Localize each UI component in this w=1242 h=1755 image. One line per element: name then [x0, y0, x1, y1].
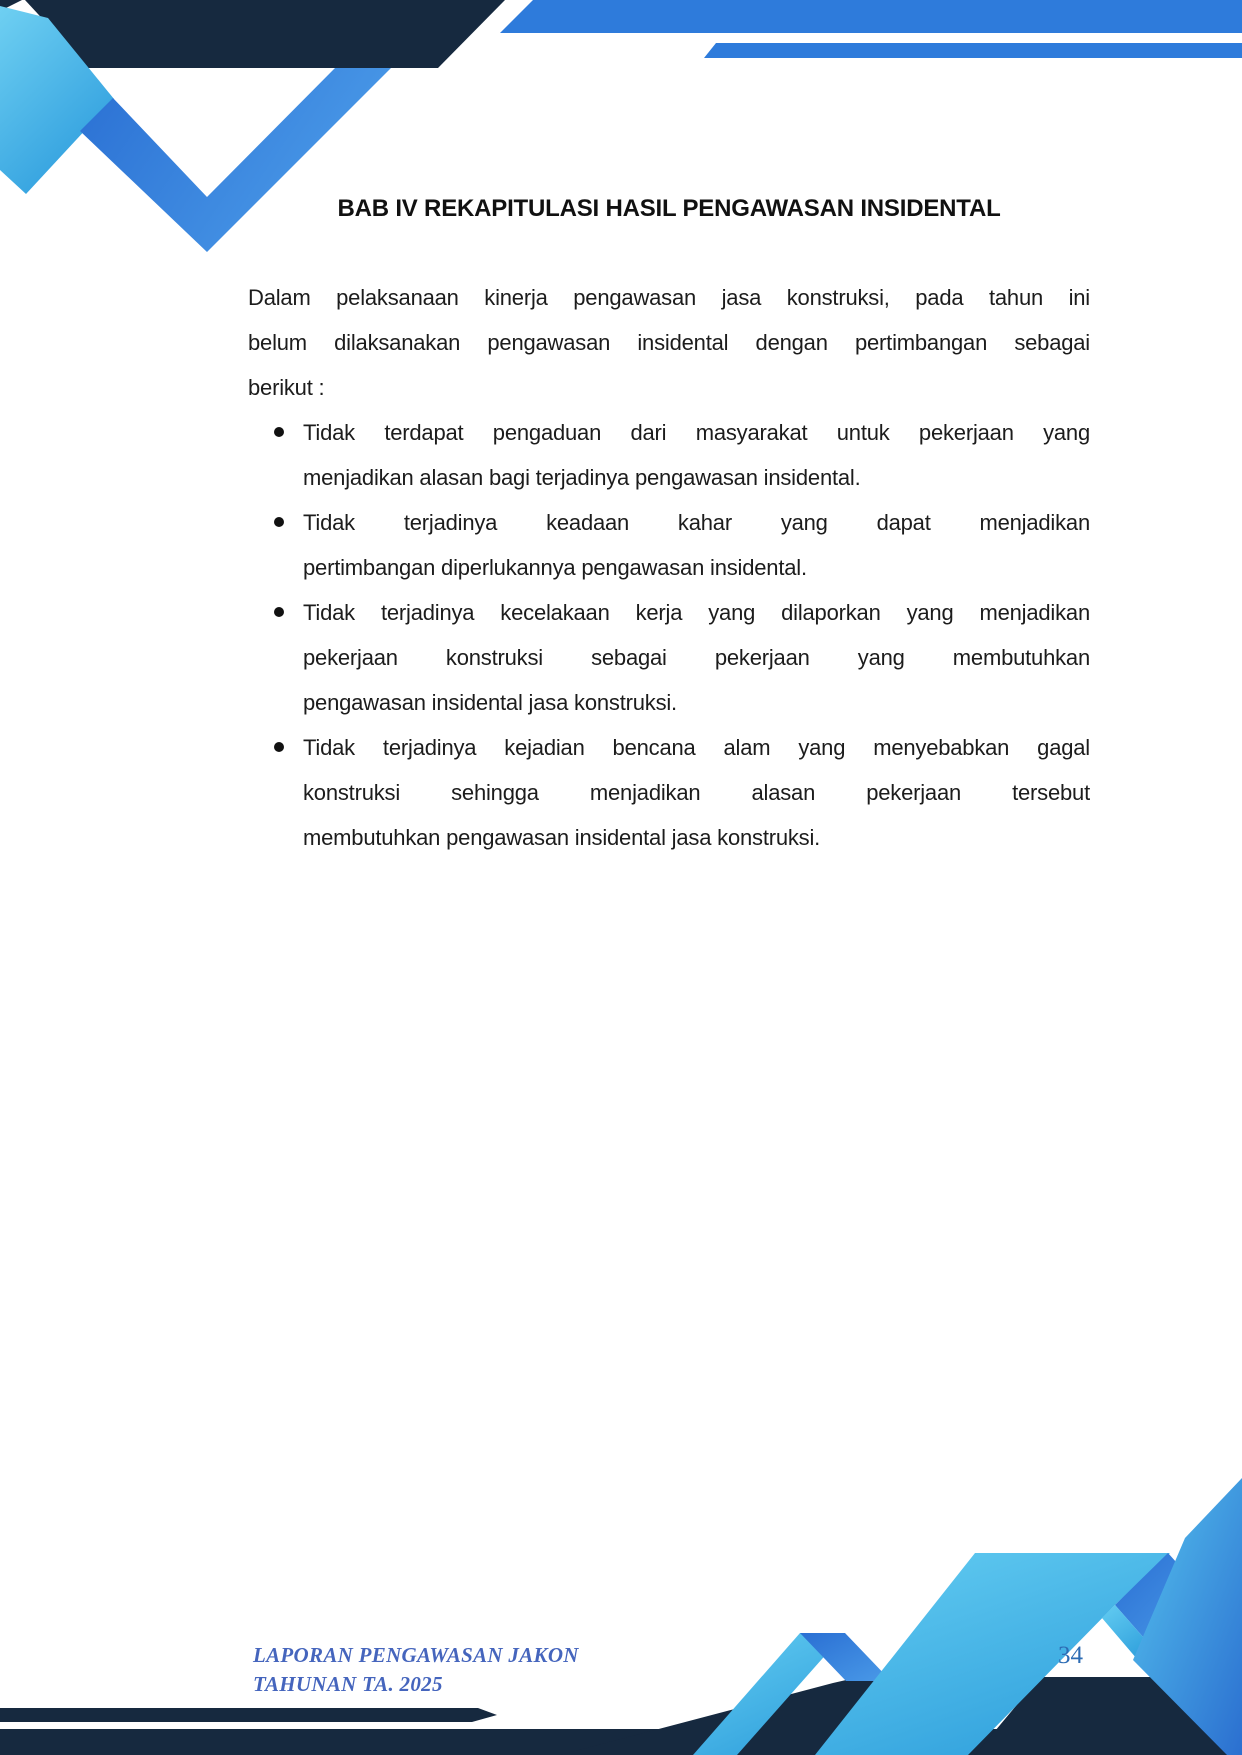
bullet-line: Tidak terjadinya keadaan kahar yang dapat menjadikan: [303, 510, 1090, 535]
paragraph-line: belum dilaksanakan pengawasan insidental dengan pertimbangan sebagai: [248, 330, 1090, 355]
page-title: BAB IV REKAPITULASI HASIL PENGAWASAN INSIDENTAL: [337, 195, 1001, 222]
bullet-line: konstruksi sehingga menjadikan alasan pekerjaan tersebut: [303, 780, 1090, 805]
bullet-item: [248, 725, 1090, 860]
footer-report-title: [253, 1641, 579, 1699]
bullet-line: Tidak terdapat pengaduan dari masyarakat untuk pekerjaan yang: [303, 420, 1090, 445]
bullet-dot-icon: [274, 517, 284, 527]
bullet-text: [303, 725, 1090, 860]
body-paragraph: [248, 275, 1090, 410]
bullet-dot-icon: [274, 607, 284, 617]
bullet-text: [303, 590, 1090, 725]
bullet-line: Tidak terjadinya kecelakaan kerja yang dilaporkan yang menjadikan: [303, 600, 1090, 625]
footer-report-line2: TAHUNAN TA. 2025: [253, 1672, 443, 1696]
page-number: 34: [1058, 1642, 1083, 1669]
bottom-ribbon-decoration: [0, 1455, 1242, 1755]
bullet-line: menjadikan alasan bagi terjadinya pengawasan insidental.: [303, 465, 861, 490]
top-right-thin-bar-shape: [704, 43, 1242, 58]
bullet-line: membutuhkan pengawasan insidental jasa konstruksi.: [303, 825, 821, 850]
footer-report-line1: LAPORAN PENGAWASAN JAKON: [253, 1643, 579, 1667]
bullet-line: pengawasan insidental jasa konstruksi.: [303, 690, 677, 715]
bullet-line: pertimbangan diperlukannya pengawasan insidental.: [303, 555, 807, 580]
bullet-line: pekerjaan konstruksi sebagai pekerjaan yang membutuhkan: [303, 645, 1090, 670]
royal-chevron-shape: [80, 68, 391, 252]
top-right-bar-shape: [500, 0, 1242, 33]
bullet-item: [248, 410, 1090, 500]
footer-thin-bar-shape: [0, 1708, 497, 1722]
navy-band-shape: [25, 0, 505, 68]
bullet-dot-icon: [274, 742, 284, 752]
bullet-text: [303, 500, 1090, 590]
paragraph-line: berikut :: [248, 375, 325, 400]
bullet-item: [248, 500, 1090, 590]
bullet-item: [248, 590, 1090, 725]
bullet-dot-icon: [274, 427, 284, 437]
bullet-text: [303, 410, 1090, 500]
body-text-block: [248, 275, 1090, 860]
bullet-line: Tidak terjadinya kejadian bencana alam yang menyebabkan gagal: [303, 735, 1090, 760]
paragraph-line: Dalam pelaksanaan kinerja pengawasan jasa konstruksi, pada tahun ini: [248, 285, 1090, 310]
